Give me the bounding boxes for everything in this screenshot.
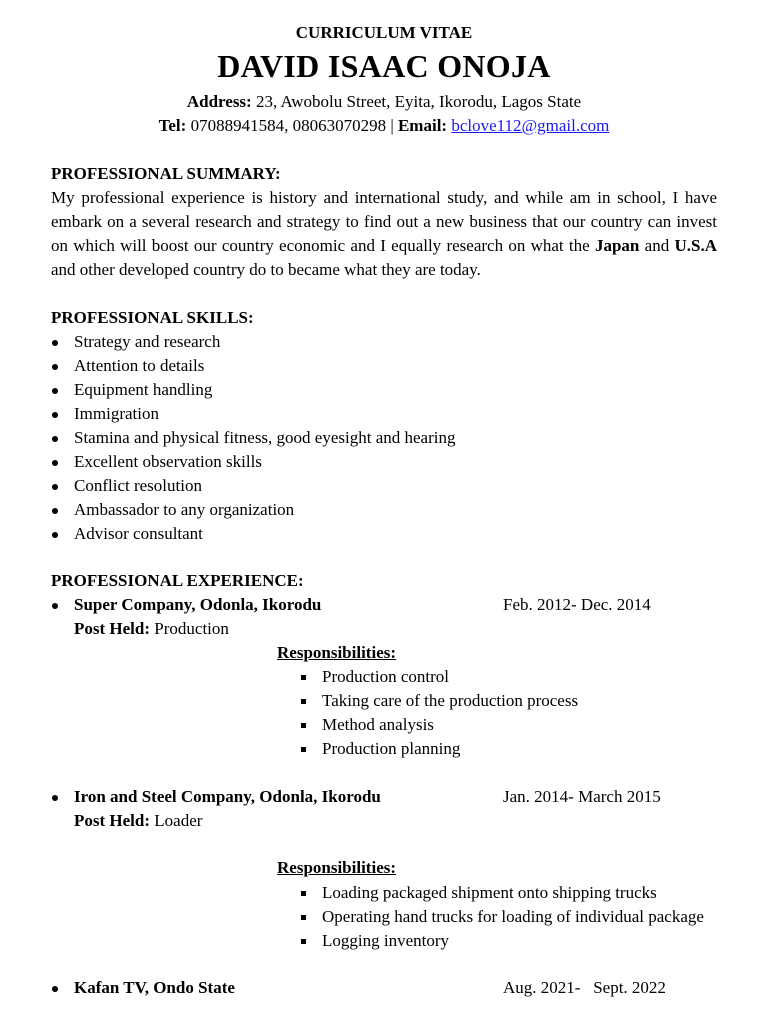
skill-item: Ambassador to any organization — [51, 498, 455, 522]
document-title: CURRICULUM VITAE — [295, 23, 473, 42]
skill-item: Equipment handling — [51, 378, 455, 402]
skill-item: Attention to details — [51, 354, 455, 378]
responsibilities-list-1 — [299, 665, 578, 761]
job-post — [74, 617, 229, 641]
skill-item: Advisor consultant — [51, 522, 455, 546]
summary-paragraph — [51, 186, 717, 282]
job-post-1 — [0, 617, 768, 641]
responsibility-item: Loading packaged shipment onto shipping trucks — [299, 881, 704, 905]
responsibility-item: Method analysis — [299, 713, 578, 737]
post-label: Post Held: — [74, 811, 151, 830]
responsibility-item: Taking care of the production process — [299, 689, 578, 713]
summary-text-3: and other developed country do to became what they are today. — [51, 260, 481, 279]
responsibilities-list-2 — [299, 881, 704, 953]
bullet-icon — [52, 603, 58, 609]
summary-bold-usa: U.S.A — [674, 236, 717, 255]
responsibilities-heading: Responsibilities: — [277, 858, 397, 877]
job-company: Iron and Steel Company, Odonla, Ikorodu — [74, 787, 381, 806]
summary-text-2: and — [639, 236, 675, 255]
skill-item: Conflict resolution — [51, 474, 455, 498]
skill-item: Excellent observation skills — [51, 450, 455, 474]
job-post — [74, 809, 202, 833]
job-entry-1 — [51, 593, 717, 617]
post-value: Loader — [154, 811, 203, 830]
candidate-name: DAVID ISAAC ONOJA — [217, 48, 551, 84]
skill-item: Stamina and physical fitness, good eyesight and hearing — [51, 426, 455, 450]
job-company: Kafan TV, Ondo State — [74, 978, 235, 997]
responsibilities-heading: Responsibilities: — [277, 643, 397, 662]
skill-item: Strategy and research — [51, 330, 455, 354]
responsibility-item: Operating hand trucks for loading of individual package — [299, 905, 704, 929]
post-value: Production — [154, 619, 229, 638]
email-link[interactable]: bclove112@gmail.com — [451, 116, 610, 135]
bullet-icon — [52, 795, 58, 801]
address-line — [0, 92, 768, 112]
job-entry-3 — [51, 976, 717, 1000]
tel-label: Tel: — [158, 116, 187, 135]
skills-heading: PROFESSIONAL SKILLS: — [51, 308, 254, 327]
responsibility-item: Production planning — [299, 737, 578, 761]
tel-value: 07088941584, 08063070298 | — [190, 116, 394, 135]
summary-heading: PROFESSIONAL SUMMARY: — [51, 164, 281, 183]
contact-line — [0, 116, 768, 136]
experience-heading: PROFESSIONAL EXPERIENCE: — [51, 571, 304, 590]
job-date: Jan. 2014- March 2015 — [503, 787, 661, 806]
skill-item: Immigration — [51, 402, 455, 426]
job-date: Feb. 2012- Dec. 2014 — [503, 595, 651, 614]
skills-list — [51, 330, 455, 546]
job-date: Aug. 2021- Sept. 2022 — [503, 978, 666, 997]
post-label: Post Held: — [74, 619, 151, 638]
responsibility-item: Logging inventory — [299, 929, 704, 953]
summary-bold-japan: Japan — [594, 236, 640, 255]
responsibility-item: Production control — [299, 665, 578, 689]
address-label: Address: — [186, 92, 252, 111]
job-entry-2 — [51, 785, 717, 809]
email-label: Email: — [397, 116, 448, 135]
summary-text-1: My professional experience is history and international study, and while am in school, I have embark on a several research and strategy to find out a new business that our country can invest on which will boost our country economic and I equally research on what the — [51, 188, 717, 255]
address-value: 23, Awobolu Street, Eyita, Ikorodu, Lagos State — [255, 92, 582, 111]
job-company: Super Company, Odonla, Ikorodu — [74, 595, 322, 614]
job-post-2 — [0, 809, 768, 833]
bullet-icon — [52, 986, 58, 992]
